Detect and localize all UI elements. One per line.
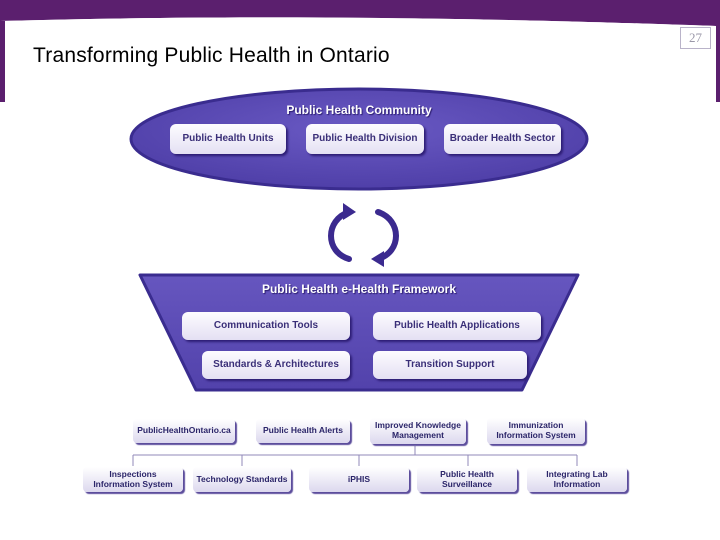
initiative-integrating-lab-information: Integrating Lab Information [527,467,627,492]
framework-title: Public Health e-Health Framework [261,282,457,296]
circular-arrows-icon [331,203,396,267]
community-title: Public Health Community [286,103,432,117]
initiative-iphis: iPHIS [309,467,409,492]
initiative-public-health-alerts: Public Health Alerts [256,419,350,443]
framework-component-transition-support: Transition Support [373,351,527,379]
slide-number: 27 [680,27,711,49]
slide-title: Transforming Public Health in Ontario [33,44,390,67]
initiative-public-health-surveillance: Public Health Surveillance [417,467,517,492]
community-member-public-health-division: Public Health Division [306,124,424,154]
community-member-public-health-units: Public Health Units [170,124,286,154]
initiative-inspections-information-system: Inspections Information System [83,467,183,492]
initiative-publichealthontario-ca: PublicHealthOntario.ca [133,419,235,443]
community-member-broader-health-sector: Broader Health Sector [444,124,561,154]
framework-component-public-health-applications: Public Health Applications [373,312,541,340]
initiative-immunization-information-system: Immunization Information System [487,418,585,444]
framework-component-standards-architectures: Standards & Architectures [202,351,350,379]
initiative-technology-standards: Technology Standards [193,467,291,492]
initiative-improved-knowledge-management: Improved Knowledge Management [370,418,466,444]
framework-component-communication-tools: Communication Tools [182,312,350,340]
initiative-connectors [133,446,577,466]
